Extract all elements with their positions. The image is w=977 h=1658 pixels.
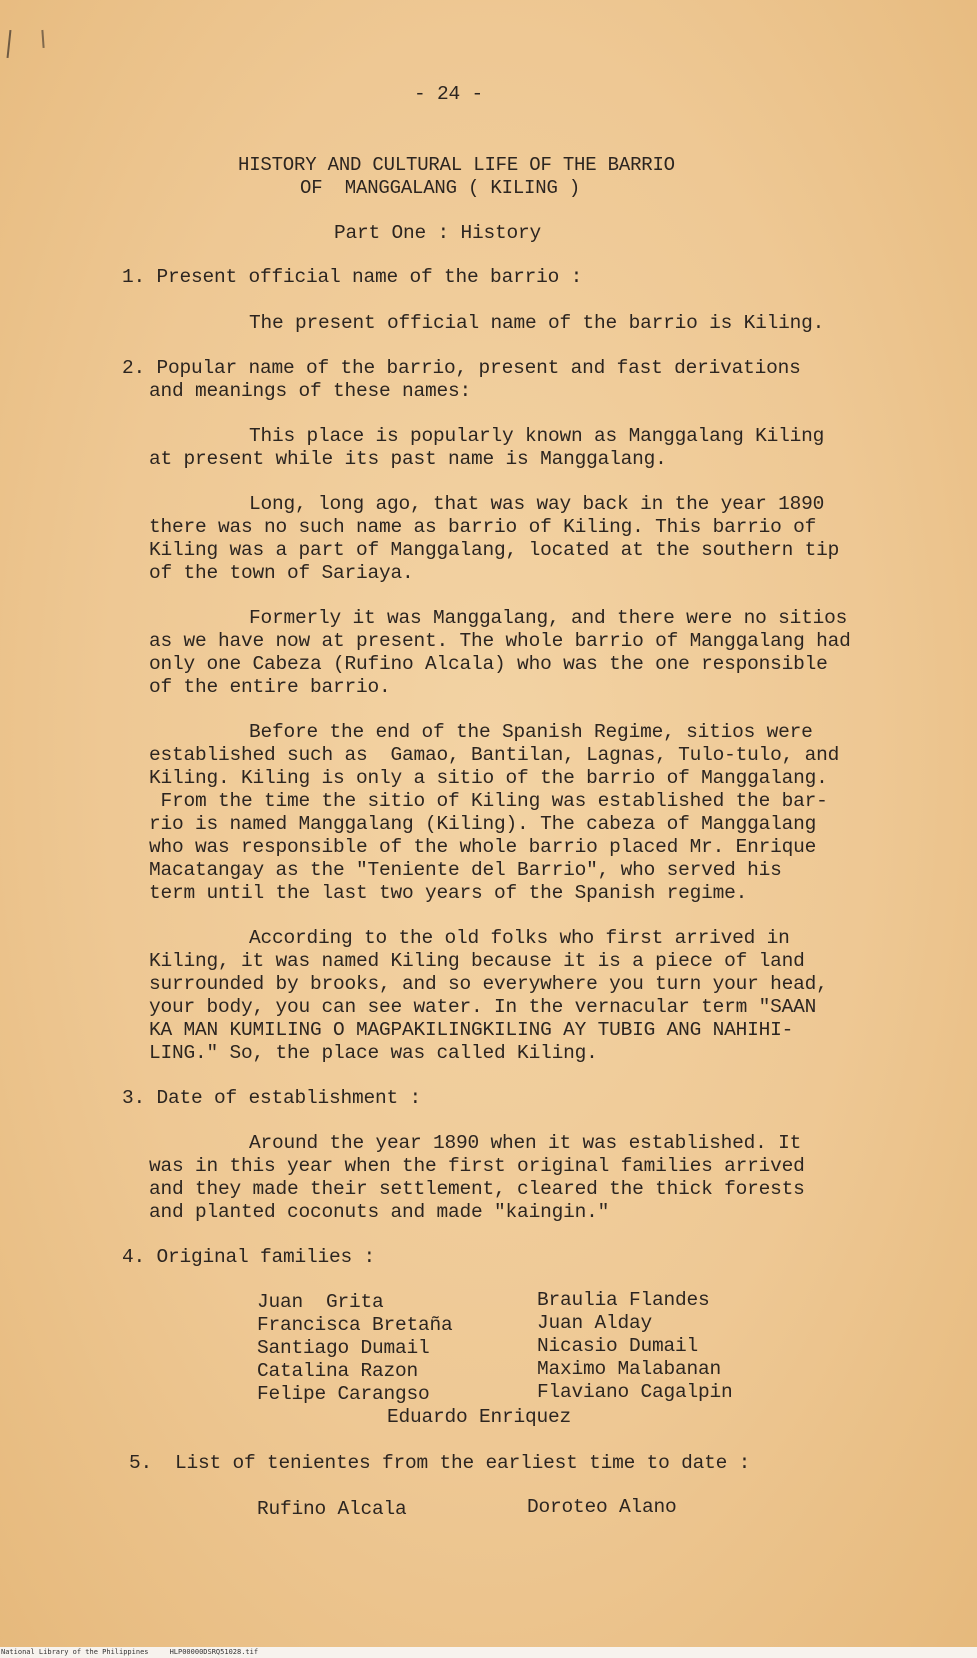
paragraph-line: According to the old folks who first arrived in — [249, 927, 790, 949]
paragraph-line: From the time the sitio of Kiling was established the bar- — [149, 790, 828, 812]
paragraph-line: KA MAN KUMILING O MAGPAKILINGKILING AY TUBIG ANG NAHIHI- — [149, 1019, 794, 1041]
paragraph-line: there was no such name as barrio of Kiling. This barrio of — [149, 516, 817, 538]
family-name: Juan Grita — [257, 1291, 384, 1313]
page-number: - 24 - — [414, 83, 484, 105]
paragraph-line: Macatangay as the "Teniente del Barrio", who served his — [149, 859, 782, 881]
title-line-2: OF MANGGALANG ( KILING ) — [300, 177, 581, 199]
pencil-mark — [7, 30, 12, 58]
paragraph-line: who was responsible of the whole barrio placed Mr. Enrique — [149, 836, 817, 858]
paragraph-line: LING." So, the place was called Kiling. — [149, 1042, 598, 1064]
family-name: Catalina Razon — [257, 1360, 419, 1382]
paragraph-line: Kiling, it was named Kiling because it is a piece of land — [149, 950, 805, 972]
paragraph-line: Long, long ago, that was way back in the year 1890 — [249, 493, 825, 515]
paragraph-line: rio is named Manggalang (Kiling). The cabeza of Manggalang — [149, 813, 817, 835]
paragraph-line: Before the end of the Spanish Regime, sitios were — [249, 721, 813, 743]
paragraph-line: surrounded by brooks, and so everywhere you turn your head, — [149, 973, 828, 995]
part-heading: Part One : History — [334, 222, 542, 244]
section-2-heading: 2. Popular name of the barrio, present and fast derivations — [122, 357, 801, 379]
paragraph-line: at present while its past name is Manggalang. — [149, 448, 667, 470]
section-4-heading: 4. Original families : — [122, 1246, 376, 1268]
paragraph-line: of the town of Sariaya. — [149, 562, 414, 584]
paragraph-line: established such as Gamao, Bantilan, Lagnas, Tulo-tulo, and — [149, 744, 840, 766]
scan-footer-text: National Library of the Philippines HLP00000DSRQ51028.tif — [1, 1648, 259, 1656]
paragraph-line: Kiling was a part of Manggalang, located at the southern tip — [149, 539, 840, 561]
family-name: Flaviano Cagalpin — [537, 1381, 733, 1403]
family-name: Juan Alday — [537, 1312, 653, 1334]
paragraph-line: Formerly it was Manggalang, and there were no sitios — [249, 607, 848, 629]
section-1-heading: 1. Present official name of the barrio : — [122, 266, 583, 288]
paragraph-line: was in this year when the first original families arrived — [149, 1155, 805, 1177]
family-name: Francisca Bretaña — [257, 1314, 453, 1336]
section-1-body: The present official name of the barrio is Kiling. — [249, 312, 825, 334]
paragraph-line: term until the last two years of the Spanish regime. — [149, 882, 748, 904]
paragraph-line: Around the year 1890 when it was established. It — [249, 1132, 802, 1154]
title-line-1: HISTORY AND CULTURAL LIFE OF THE BARRIO — [238, 154, 675, 176]
paragraph-line: only one Cabeza (Rufino Alcala) who was the one responsible — [149, 653, 828, 675]
paragraph-line: Kiling. Kiling is only a sitio of the barrio of Manggalang. — [149, 767, 828, 789]
family-name: Santiago Dumail — [257, 1337, 430, 1359]
paragraph-line: of the entire barrio. — [149, 676, 391, 698]
pencil-mark — [41, 30, 44, 48]
section-5-heading: 5. List of tenientes from the earliest time to date : — [129, 1452, 751, 1474]
family-name: Maximo Malabanan — [537, 1358, 722, 1380]
family-name: Nicasio Dumail — [537, 1335, 699, 1357]
paragraph-line: This place is popularly known as Manggalang Kiling — [249, 425, 825, 447]
family-name: Felipe Carangso — [257, 1383, 430, 1405]
teniente-name: Rufino Alcala — [257, 1498, 407, 1520]
paragraph-line: your body, you can see water. In the vernacular term "SAAN — [149, 996, 817, 1018]
section-3-heading: 3. Date of establishment : — [122, 1087, 422, 1109]
paragraph-line: and planted coconuts and made "kaingin." — [149, 1201, 610, 1223]
family-name: Braulia Flandes — [537, 1289, 710, 1311]
teniente-name: Doroteo Alano — [527, 1496, 677, 1518]
family-name: Eduardo Enriquez — [387, 1406, 572, 1428]
paragraph-line: and they made their settlement, cleared the thick forests — [149, 1178, 805, 1200]
paragraph-line: as we have now at present. The whole barrio of Manggalang had — [149, 630, 851, 652]
section-2-heading: and meanings of these names: — [149, 380, 472, 402]
